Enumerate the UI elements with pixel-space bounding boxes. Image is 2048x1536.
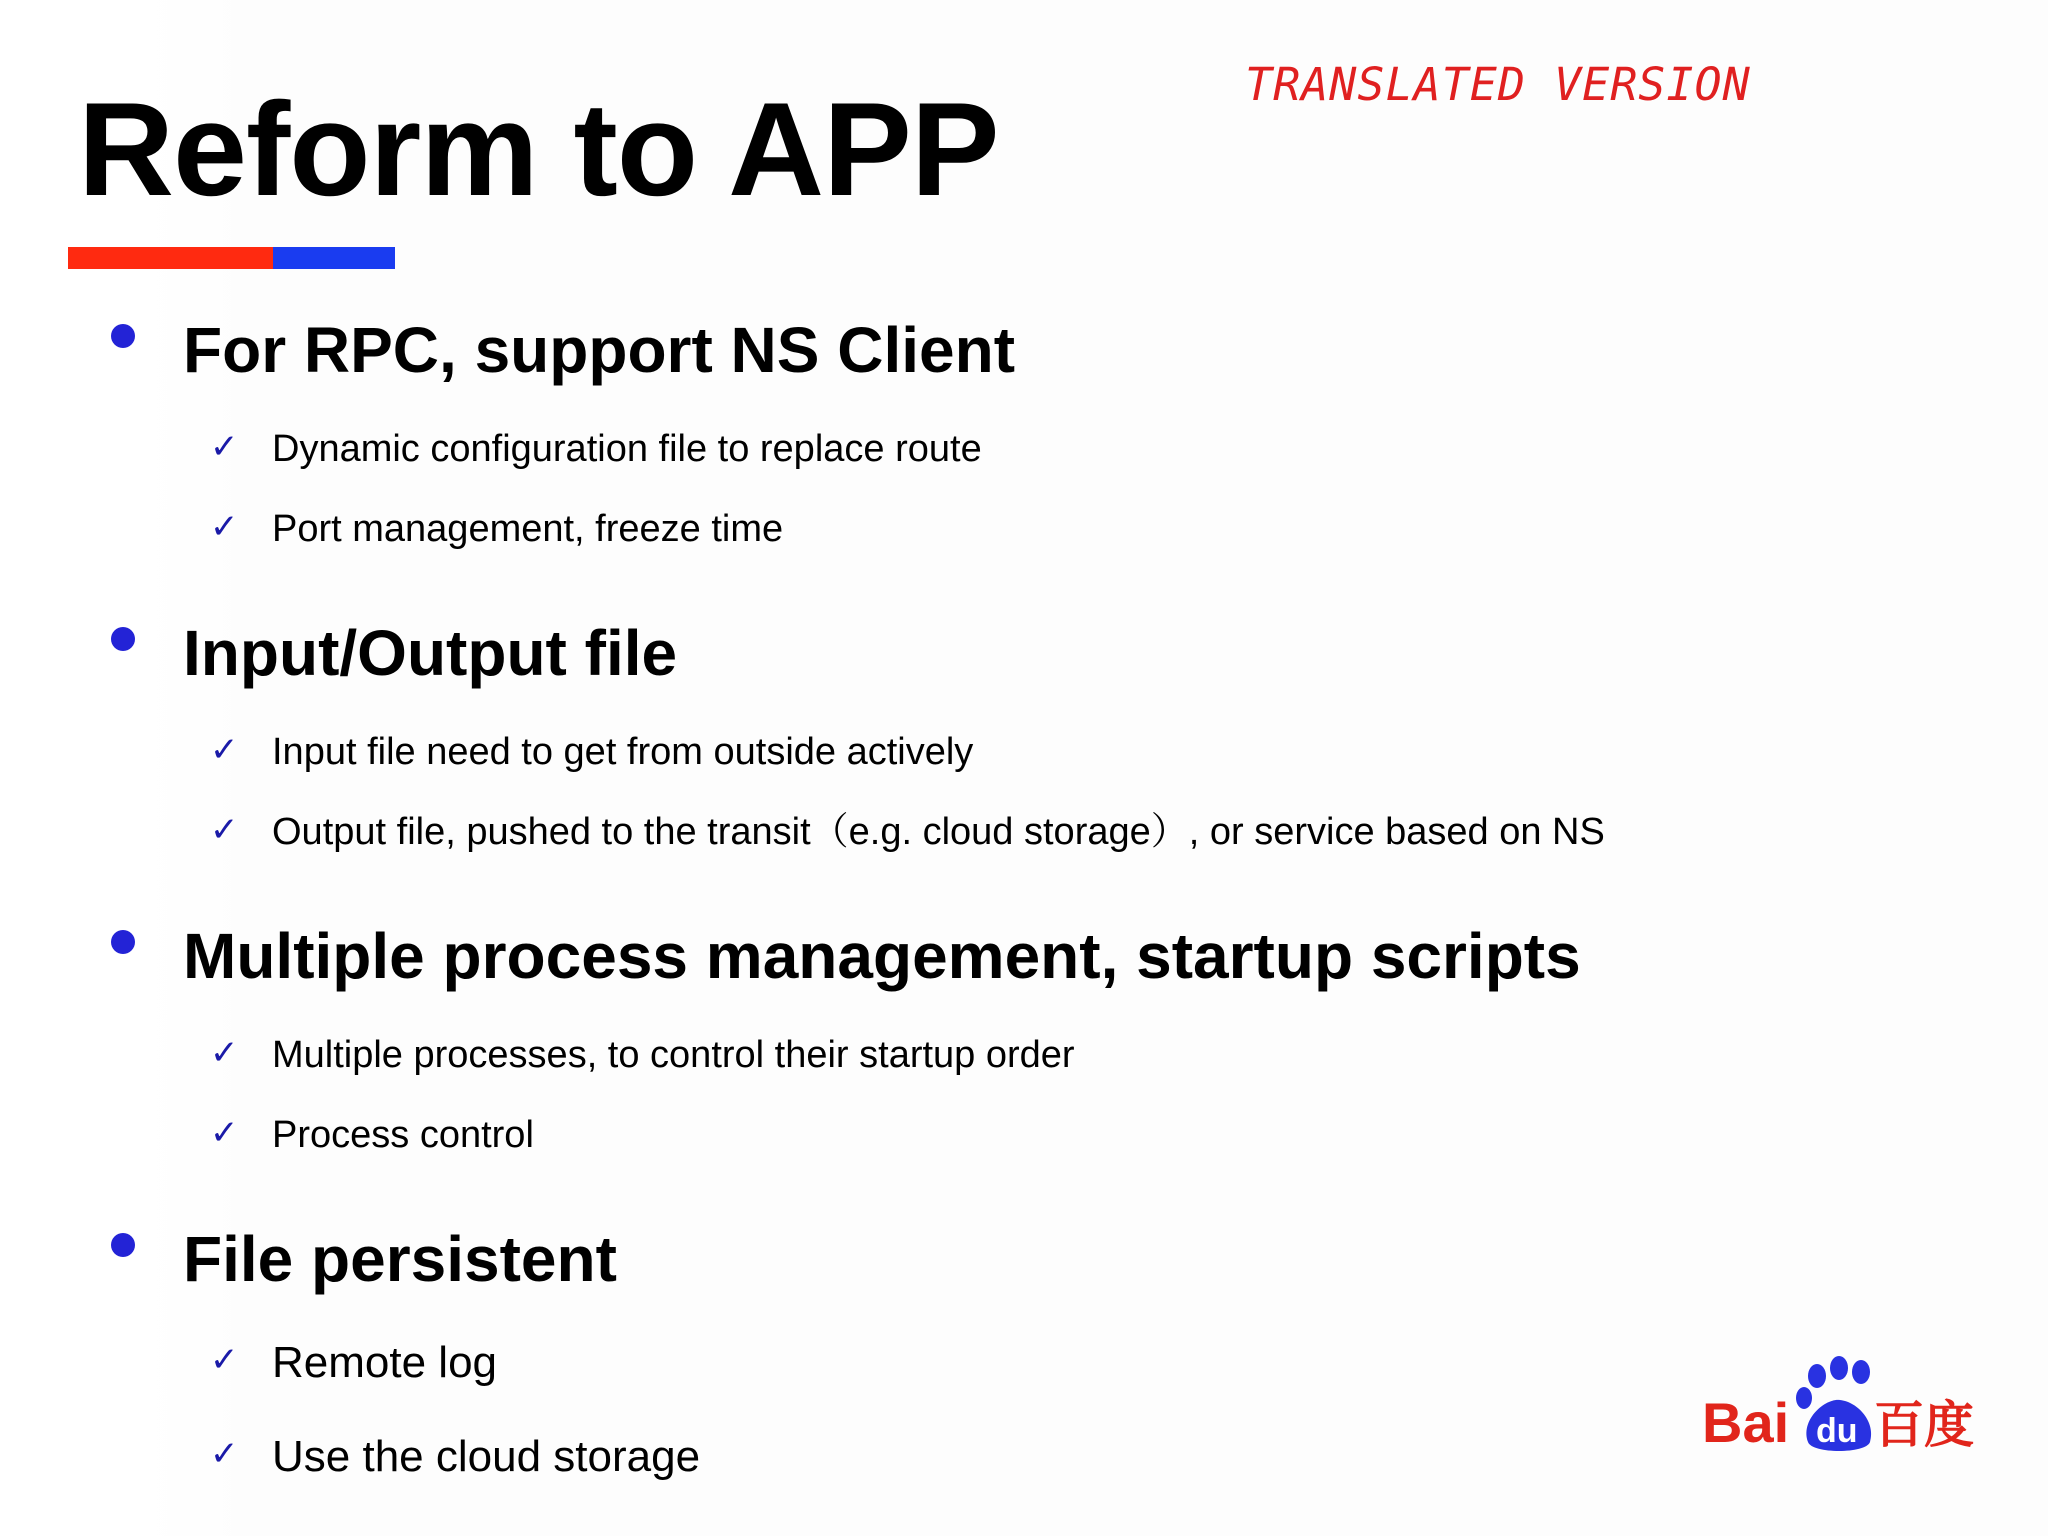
section-heading: Multiple process management, startup scripts — [183, 920, 1581, 992]
list-item: Input file need to get from outside actively — [272, 731, 974, 773]
checkmark-icon: ✓ — [210, 1113, 239, 1153]
bullet-dot-icon — [111, 324, 135, 348]
list-item: Process control — [272, 1114, 534, 1156]
logo-text-chinese: 百度 — [1874, 1396, 1974, 1454]
logo-text-du: du — [1816, 1412, 1858, 1450]
list-item: Multiple processes, to control their startup order — [272, 1034, 1075, 1076]
section-heading: Input/Output file — [183, 617, 678, 689]
bullet-dot-icon — [111, 930, 135, 954]
list-item: Remote log — [272, 1338, 498, 1387]
list-item: Dynamic configuration file to replace route — [272, 428, 982, 470]
section-heading: For RPC, support NS Client — [183, 314, 1015, 386]
checkmark-icon: ✓ — [210, 810, 239, 850]
checkmark-icon: ✓ — [210, 730, 239, 770]
checkmark-icon: ✓ — [210, 427, 239, 467]
list-item: Use the cloud storage — [272, 1432, 701, 1481]
slide-title: Reform to APP — [78, 76, 999, 224]
logo-text-bai: Bai — [1702, 1391, 1790, 1454]
checkmark-icon: ✓ — [210, 1033, 239, 1073]
list-item: Port management, freeze time — [272, 508, 784, 550]
title-underline-blue — [273, 247, 395, 269]
bullet-dot-icon — [111, 1233, 135, 1257]
paw-toe-icon — [1852, 1360, 1870, 1384]
paw-toe-icon — [1796, 1387, 1812, 1409]
checkmark-icon: ✓ — [210, 507, 239, 547]
paw-toe-icon — [1830, 1356, 1848, 1380]
checkmark-icon: ✓ — [210, 1434, 239, 1474]
translated-version-watermark: TRANSLATED VERSION — [1245, 58, 1751, 111]
list-item: Output file, pushed to the transit（e.g. cloud storage）, or service based on NS — [272, 811, 1605, 853]
baidu-logo — [1700, 1350, 1980, 1460]
title-underline-red — [68, 247, 273, 269]
section-heading: File persistent — [183, 1223, 617, 1295]
paw-toe-icon — [1808, 1364, 1826, 1388]
checkmark-icon: ✓ — [210, 1340, 239, 1380]
bullet-dot-icon — [111, 627, 135, 651]
